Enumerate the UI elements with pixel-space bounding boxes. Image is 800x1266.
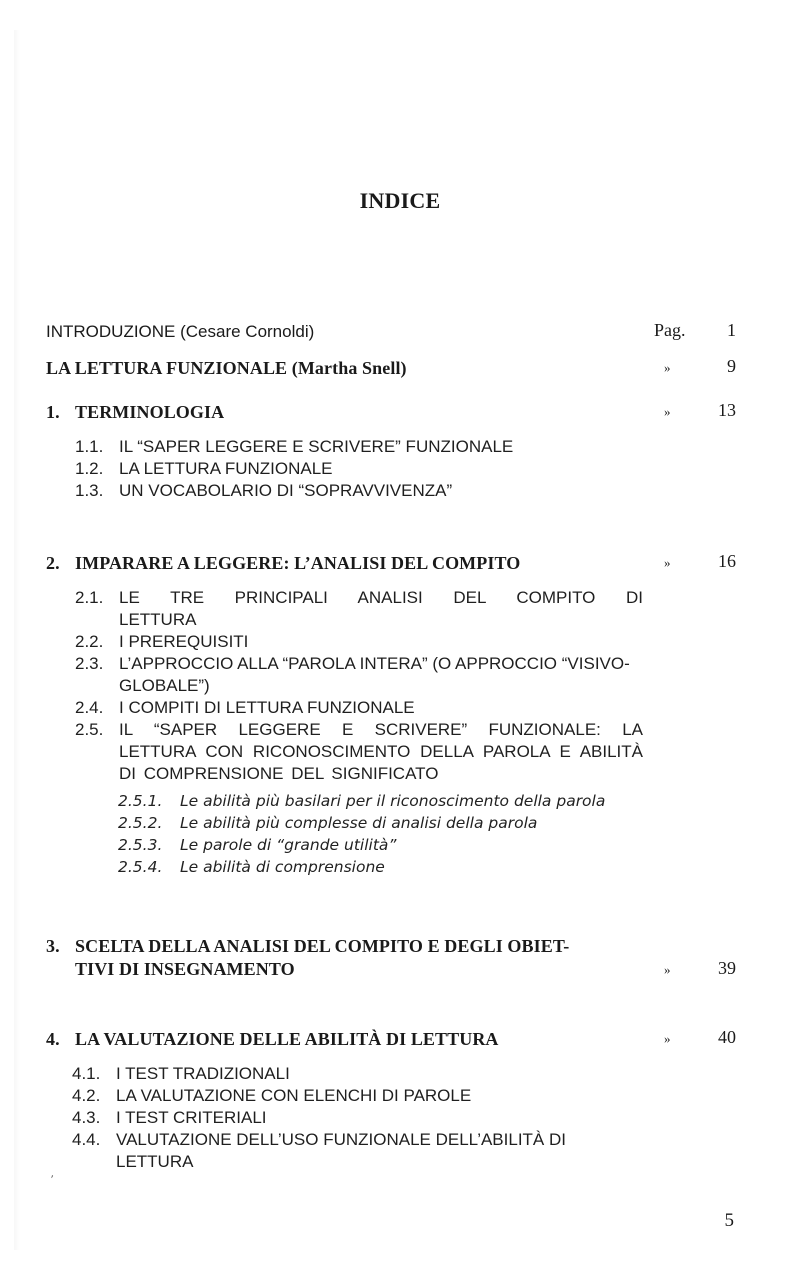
section-title: IL “SAPER LEGGERE E SCRIVERE” FUNZIONALE xyxy=(119,437,514,456)
subsection-title: Le parole di “grande utilità” xyxy=(180,836,397,854)
toc-subsection[interactable] xyxy=(118,834,396,856)
toc-section[interactable] xyxy=(72,1063,672,1085)
toc-section[interactable] xyxy=(75,697,675,719)
ditto-marker: » xyxy=(664,555,671,570)
chapter-number: 4. xyxy=(46,1029,60,1049)
subsection-number: 2.5.1. xyxy=(118,792,163,810)
section-number: 4.1. xyxy=(72,1064,101,1083)
section-title: I COMPITI DI LETTURA FUNZIONALE xyxy=(119,698,415,717)
chapter-number: 2. xyxy=(46,553,60,573)
entry-title: LA LETTURA FUNZIONALE (Martha Snell) xyxy=(46,358,407,378)
toc-subsection[interactable] xyxy=(118,812,537,834)
toc-section[interactable] xyxy=(75,587,675,631)
toc-section[interactable] xyxy=(72,1107,672,1129)
chapter-title: TERMINOLOGIA xyxy=(75,402,225,422)
section-title: I TEST CRITERIALI xyxy=(116,1108,267,1127)
section-number: 2.3. xyxy=(75,654,104,673)
section-number: 1.3. xyxy=(75,481,104,500)
section-number: 1.1. xyxy=(75,437,104,456)
section-number: 4.4. xyxy=(72,1130,101,1149)
toc-section[interactable] xyxy=(75,631,675,653)
section-title: VALUTAZIONE DELL’USO FUNZIONALE DELL’ABILITÀ DI LETTURA xyxy=(116,1130,566,1171)
section-number: 2.1. xyxy=(75,588,104,607)
section-title: I PREREQUISITI xyxy=(119,632,249,651)
toc-section[interactable] xyxy=(75,480,675,502)
section-number: 4.3. xyxy=(72,1108,101,1127)
page-number: 40 xyxy=(718,1027,736,1047)
section-number: 2.2. xyxy=(75,632,104,651)
section-title: LA VALUTAZIONE CON ELENCHI DI PAROLE xyxy=(116,1086,472,1105)
toc-section[interactable] xyxy=(75,436,675,458)
page-number: 9 xyxy=(727,356,736,376)
section-title: LA LETTURA FUNZIONALE xyxy=(119,459,333,478)
subsection-title: Le abilità più complesse di analisi della parola xyxy=(180,814,538,832)
subsection-title: Le abilità di comprensione xyxy=(180,858,385,876)
page-number: 39 xyxy=(718,958,736,978)
chapter-title: LA VALUTAZIONE DELLE ABILITÀ DI LETTURA xyxy=(75,1029,499,1049)
section-title: L’APPROCCIO ALLA “PAROLA INTERA” (O APPROCCIO “VISIVO-GLOBALE”) xyxy=(119,654,630,695)
toc-section[interactable] xyxy=(72,1129,672,1173)
ditto-marker: » xyxy=(664,404,671,419)
page-number: 13 xyxy=(718,400,736,420)
chapter-number: 1. xyxy=(46,402,60,422)
ditto-marker: » xyxy=(664,962,671,977)
section-number: 1.2. xyxy=(75,459,104,478)
subsection-number: 2.5.2. xyxy=(118,814,163,832)
stray-mark: ' xyxy=(47,1172,55,1186)
page-title: INDICE xyxy=(359,188,441,213)
toc-subsection[interactable] xyxy=(118,790,605,812)
chapter-title-line-2: TIVI DI INSEGNAMENTO xyxy=(75,959,295,979)
subsection-title: Le abilità più basilari per il riconoscimento della parola xyxy=(180,792,606,810)
page-number: 16 xyxy=(718,551,736,571)
toc-section[interactable] xyxy=(72,1085,672,1107)
section-title: IL “SAPER LEGGERE E SCRIVERE” FUNZIONALE: LA LETTURA CON RICONOSCIMENTO DELLA PAROLA E ABILITÀ DI COMPRENSIONE DEL SIGNIFICATO xyxy=(119,720,643,783)
toc-section[interactable] xyxy=(75,653,675,697)
entry-title: INTRODUZIONE (Cesare Cornoldi) xyxy=(46,322,315,341)
toc-subsection[interactable] xyxy=(118,856,385,878)
ditto-marker: » xyxy=(664,1031,671,1046)
section-title: LE TRE PRINCIPALI ANALISI DEL COMPITO DI LETTURA xyxy=(119,588,643,629)
subsection-number: 2.5.4. xyxy=(118,858,163,876)
section-number: 4.2. xyxy=(72,1086,101,1105)
section-number: 2.4. xyxy=(75,698,104,717)
ditto-marker: » xyxy=(664,360,671,375)
section-title: UN VOCABOLARIO DI “SOPRAVVIVENZA” xyxy=(119,481,453,500)
page-label: Pag. xyxy=(654,320,686,340)
section-number: 2.5. xyxy=(75,720,104,739)
chapter-number: 3. xyxy=(46,936,60,956)
toc-section[interactable] xyxy=(75,719,675,785)
page-folio: 5 xyxy=(724,1210,734,1231)
chapter-title: IMPARARE A LEGGERE: L’ANALISI DEL COMPITO xyxy=(75,553,521,573)
page-number: 1 xyxy=(727,320,736,340)
subsection-number: 2.5.3. xyxy=(118,836,163,854)
section-title: I TEST TRADIZIONALI xyxy=(116,1064,290,1083)
toc-section[interactable] xyxy=(75,458,675,480)
chapter-title-line-1: SCELTA DELLA ANALISI DEL COMPITO E DEGLI OBIET- xyxy=(75,936,570,956)
